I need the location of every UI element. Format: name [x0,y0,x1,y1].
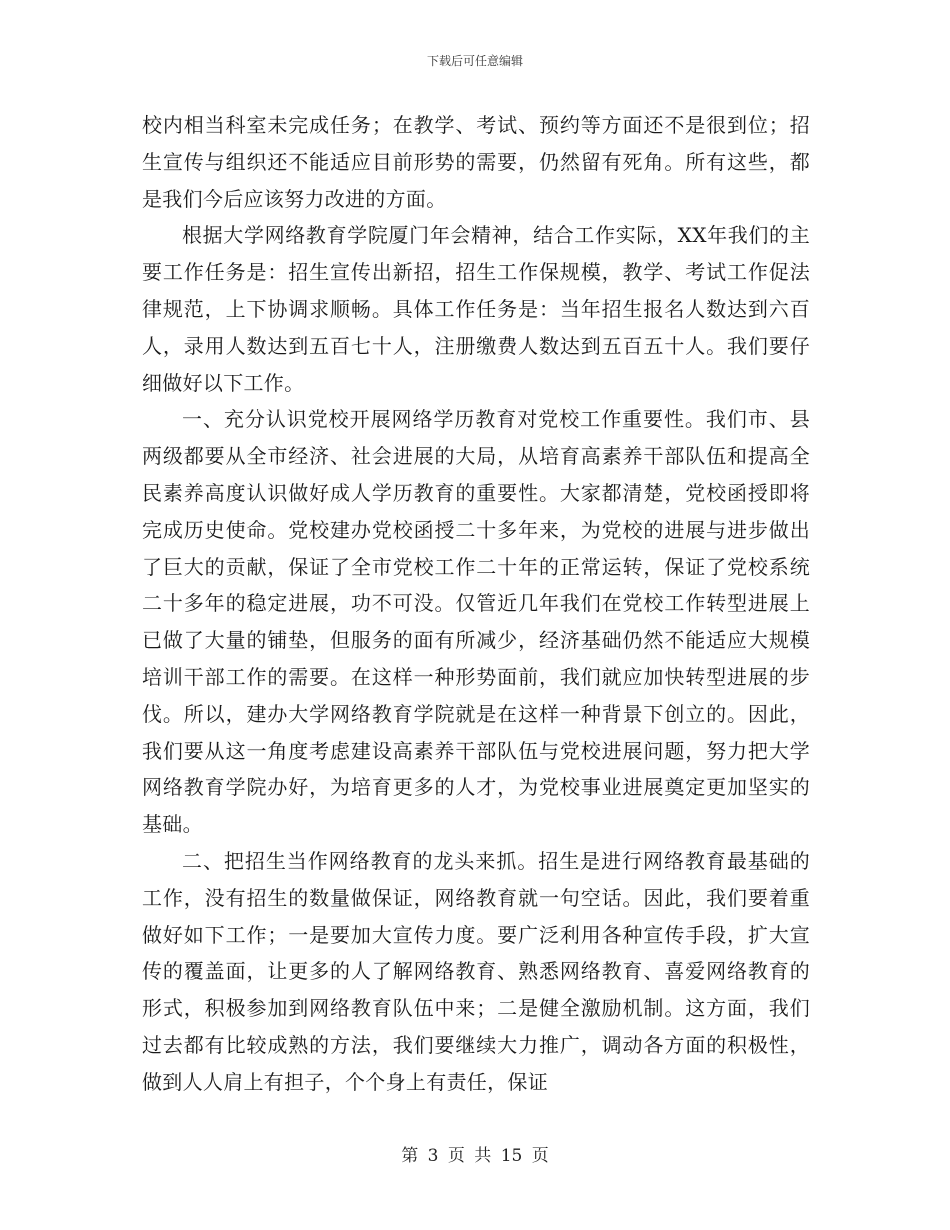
paragraph-2: 根据大学网络教育学院厦门年会精神，结合工作实际，XX年我们的主要工作任务是：招生宣传出新招，招生工作保规模，教学、考试工作促法律规范，上下协调求顺畅。具体工作任务是：当年招生报名人数达到六百人，录用人数达到五百七十人，注册缴费人数达到五百五十人。我们要仔细做好以下工作。 [142,223,810,395]
paragraph-3: 一、充分认识党校开展网络学历教育对党校工作重要性。我们市、县两级都要从全市经济、社会进展的大局，从培育高素养干部队伍和提高全民素养高度认识做好成人学历教育的重要性。大家都清楚，党校函授即将完成历史使命。党校建办党校函授二十多年来，为党校的进展与进步做出了巨大的贡献，保证了全市党校工作二十年的正常运转，保证了党校系统二十多年的稳定进展，功不可没。仅管近几年我们在党校工作转型进展上已做了大量的铺垫，但服务的面有所减少，经济基础仍然不能适应大规模培训干部工作的需要。在这样一种形势面前，我们就应加快转型进展的步伐。所以，建办大学网络教育学院就是在这样一种背景下创立的。因此，我们要从这一角度考虑建设高素养干部队伍与党校进展问题，努力把大学网络教育学院办好，为培育更多的人才，为党校事业进展奠定更加坚实的基础。 [142,407,810,837]
paragraph-1: 校内相当科室未完成任务；在教学、考试、预约等方面还不是很到位；招生宣传与组织还不能适应目前形势的需要，仍然留有死角。所有这些，都是我们今后应该努力改进的方面。 [142,113,810,211]
paragraph-4: 二、把招生当作网络教育的龙头来抓。招生是进行网络教育最基础的工作，没有招生的数量做保证，网络教育就一句空话。因此，我们要着重做好如下工作；一是要加大宣传力度。要广泛利用各种宣传手段，扩大宣传的覆盖面，让更多的人了解网络教育、熟悉网络教育、喜爱网络教育的形式，积极参加到网络教育队伍中来；二是健全激励机制。这方面，我们过去都有比较成熟的方法，我们要继续大力推广，调动各方面的积极性，做到人人肩上有担子，个个身上有责任，保证 [142,848,810,1094]
page-number-footer: 第 3 页 共 15 页 [401,1146,549,1166]
page-header: 下载后可任意编辑 [426,54,523,68]
document-body [142,107,810,1101]
